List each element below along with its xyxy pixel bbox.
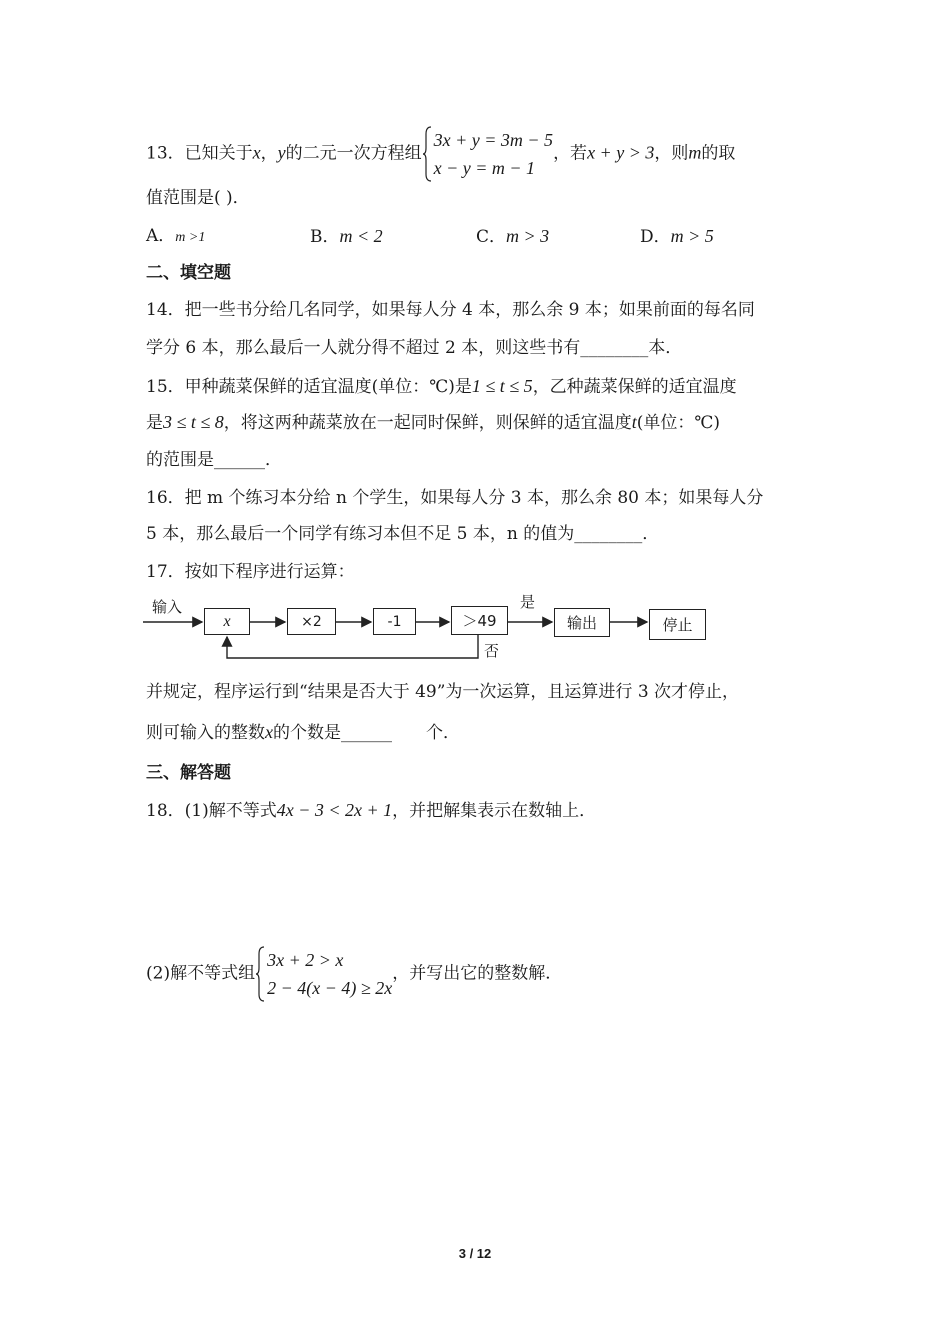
- flow-no-label: 否: [484, 642, 500, 660]
- text: ，将这两种蔬菜放在一起同时保鲜，则保鲜的适宜温度: [223, 413, 632, 433]
- text: 是: [146, 413, 163, 433]
- text: 15．甲种蔬菜保鲜的适宜温度(单位：℃)是: [146, 377, 472, 397]
- text: ，并写出它的整数解．: [392, 963, 563, 984]
- section-heading-solve: 三、解答题: [146, 763, 231, 783]
- condition: x + y > 3: [587, 142, 655, 163]
- text: ，则: [654, 143, 689, 164]
- q16-line1: 16．把 m 个练习本分给 n 个学生，如果每人分 3 本，那么余 80 本；如果每人分: [146, 488, 764, 508]
- text: 的取: [701, 143, 736, 164]
- q18-part2: [146, 946, 562, 1002]
- flow-input-label: 输入: [152, 598, 183, 616]
- option-d: [640, 224, 714, 249]
- option-a: [146, 224, 205, 250]
- text: 的二元一次方程组: [285, 143, 422, 164]
- flow-box-stop: 停止: [649, 609, 706, 640]
- section-heading-fill-blank: 二、填空题: [146, 263, 231, 283]
- equation-system: [422, 126, 553, 182]
- option-label: B．: [310, 227, 340, 247]
- text: ，若: [553, 143, 588, 164]
- inequality-2: 2 − 4(x − 4) ≥ 2x: [267, 978, 393, 998]
- flow-box-times2: ×2: [287, 608, 336, 635]
- range-2: 3 ≤ t ≤ 8: [163, 412, 224, 432]
- text: 13．已知关于: [146, 143, 253, 164]
- option-value: m > 3: [506, 226, 550, 246]
- q17-line2: 并规定，程序运行到“结果是否大于 49”为一次运算，且运算进行 3 次才停止，: [146, 682, 740, 702]
- q17-line1: 17．按如下程序进行运算：: [146, 562, 355, 582]
- flow-box-output: 输出: [554, 608, 610, 637]
- var-m: m: [688, 142, 702, 163]
- option-value: m >1: [175, 230, 206, 245]
- flow-box-compare: ＞49: [451, 606, 508, 635]
- text: 18．(1)解不等式: [146, 801, 277, 821]
- left-brace-icon: [255, 946, 265, 1002]
- option-label: C．: [476, 227, 507, 247]
- range-1: 1 ≤ t ≤ 5: [471, 376, 533, 396]
- q14-line1: 14．把一些书分给几名同学，如果每人分 4 本，那么余 9 本；如果前面的每名同: [146, 300, 755, 320]
- q15-line3: 的范围是______．: [146, 450, 282, 470]
- equation-2: x − y = m − 1: [433, 158, 536, 178]
- inequality-system: [255, 946, 392, 1002]
- option-label: D．: [640, 227, 671, 247]
- flow-yes-label: 是: [520, 593, 536, 611]
- option-c: [476, 224, 549, 249]
- comma: ，: [260, 143, 278, 164]
- flow-box-minus1: -1: [373, 608, 416, 635]
- q15-line1: [146, 374, 737, 399]
- inequality: 4x − 3 < 2x + 1: [276, 800, 393, 820]
- var-t: t: [631, 412, 637, 432]
- text: 的个数是______ 个．: [273, 723, 460, 743]
- q17-line3: [146, 720, 460, 745]
- text: ，并把解集表示在数轴上．: [392, 801, 597, 821]
- text: 则可输入的整数: [146, 723, 265, 743]
- left-brace-icon: [422, 126, 432, 182]
- q18-part1: [146, 798, 596, 823]
- var-x: x: [265, 722, 273, 742]
- var-x: x: [252, 142, 261, 163]
- page-number: 3 / 12: [458, 1246, 492, 1261]
- text: ，乙种蔬菜保鲜的适宜温度: [532, 377, 737, 397]
- option-value: m > 5: [670, 226, 714, 246]
- var-y: y: [277, 142, 286, 163]
- q13-line2: 值范围是( )．: [146, 188, 250, 208]
- option-b: [310, 224, 383, 249]
- text: (2)解不等式组: [146, 963, 256, 984]
- equation-1: 3x + y = 3m − 5: [433, 130, 554, 150]
- option-label: A．: [146, 226, 176, 246]
- q14-line2: 学分 6 本，那么最后一人就分得不超过 2 本，则这些书有________本．: [146, 338, 683, 358]
- q13-options: [146, 224, 846, 250]
- option-value: m < 2: [339, 226, 383, 246]
- q13-line1: [146, 126, 735, 182]
- flowchart: [0, 590, 950, 670]
- text: (单位：℃): [636, 413, 721, 433]
- inequality-1: 3x + 2 > x: [267, 950, 344, 970]
- q16-line2: 5 本，那么最后一个同学有练习本但不足 5 本，n 的值为________．: [146, 524, 660, 544]
- flow-box-x: x: [204, 608, 250, 635]
- q15-line2: [146, 410, 720, 435]
